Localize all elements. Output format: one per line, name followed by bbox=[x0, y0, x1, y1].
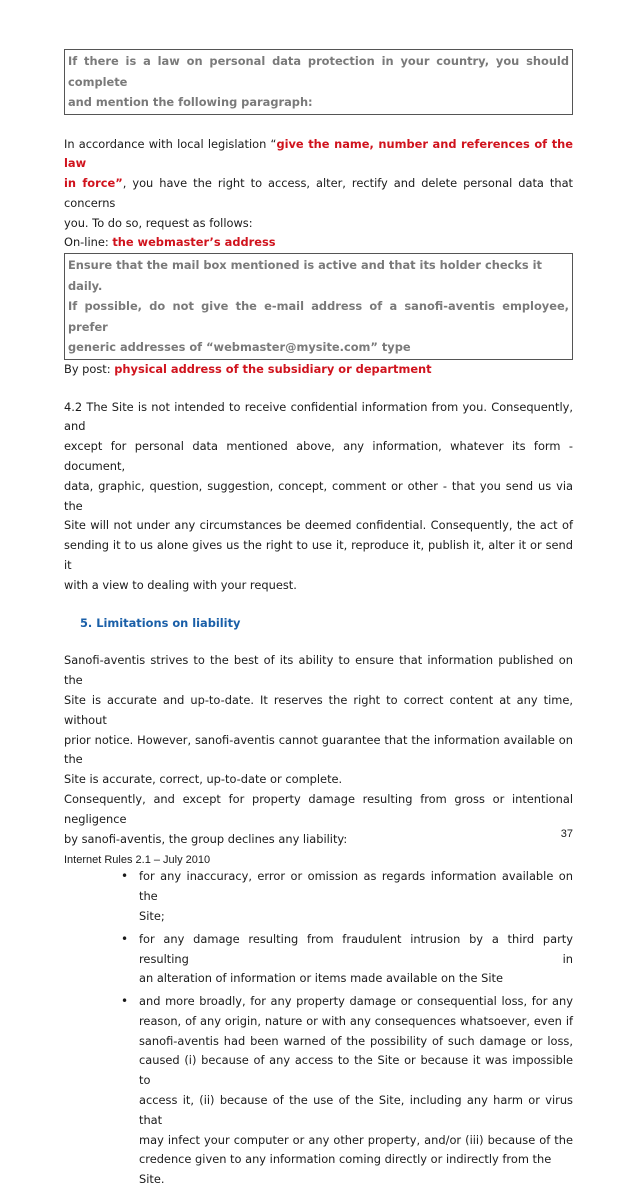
list-item bbox=[64, 867, 573, 926]
text-line: sanofi-aventis had been warned of the possibility of such damage or loss, bbox=[139, 1033, 573, 1048]
note-line: Ensure that the mail box mentioned is active and that its holder checks it daily. bbox=[68, 258, 542, 293]
online-label: On-line: bbox=[64, 235, 113, 250]
paragraph-consequently bbox=[64, 790, 573, 849]
liability-bullet-list bbox=[64, 867, 573, 1190]
text-line: for any inaccuracy, error or omission as regards information available on the bbox=[139, 869, 573, 904]
paragraph-4-2 bbox=[64, 398, 573, 596]
text-line: access it, (ii) because of the use of the Site, including any harm or virus that bbox=[139, 1093, 573, 1127]
online-line bbox=[64, 233, 573, 253]
note-line: and mention the following paragraph: bbox=[68, 95, 313, 109]
text-line: may infect your computer or any other property, and/or (iii) because of the bbox=[139, 1132, 573, 1147]
placeholder-webmaster-address: the webmaster’s address bbox=[112, 235, 276, 250]
text-line: for any damage resulting from fraudulent intrusion by a third party resulting in bbox=[139, 931, 573, 966]
post-line bbox=[64, 360, 573, 380]
placeholder-law-name: give the name, number and references of the law bbox=[64, 136, 573, 171]
page-footer: Internet Rules 2.1 – July 2010 bbox=[64, 854, 211, 866]
list-item bbox=[64, 992, 573, 1190]
text-line: caused (i) because of any access to the Site or because it was impossible to bbox=[139, 1053, 573, 1088]
text-line: prior notice. However, sanofi-aventis cannot guarantee that the information available on the bbox=[64, 732, 573, 767]
page-content bbox=[64, 49, 573, 1190]
text-run: , you have the right to access, alter, rectify and delete personal data that concerns bbox=[64, 176, 574, 210]
text-line: Site; bbox=[139, 908, 165, 923]
text-line: Site is accurate and up-to-date. It reserves the right to correct content at any time, without bbox=[64, 692, 573, 727]
text-line: with a view to dealing with your request. bbox=[64, 577, 297, 592]
text-line: 4.2 The Site is not intended to receive confidential information from you. Consequently, and bbox=[64, 399, 573, 434]
text-line: you. To do so, request as follows: bbox=[64, 215, 253, 230]
text-line bbox=[64, 135, 573, 175]
note-box-mailbox bbox=[64, 253, 573, 360]
note-box-law bbox=[64, 49, 573, 115]
bullet-icon: • bbox=[121, 931, 129, 946]
paragraph-local-legislation bbox=[64, 135, 573, 254]
placeholder-law-in-force: in force” bbox=[64, 176, 123, 191]
post-label: By post: bbox=[64, 361, 115, 376]
note-line: generic addresses of “webmaster@mysite.com” type bbox=[68, 340, 411, 355]
note-line: If there is a law on personal data protection in your country, you should complete bbox=[68, 54, 569, 89]
page-number: 37 bbox=[560, 828, 573, 840]
bullet-icon: • bbox=[121, 994, 129, 1009]
bullet-icon: • bbox=[121, 869, 129, 884]
text-line: Site will not under any circumstances be deemed confidential. Consequently, the act of bbox=[64, 518, 573, 533]
text-line: sending it to us alone gives us the right to use it, reproduce it, publish it, alter it or send it bbox=[64, 538, 573, 572]
text-line: by sanofi-aventis, the group declines any liability: bbox=[64, 831, 348, 846]
placeholder-physical-address: physical address of the subsidiary or department bbox=[114, 361, 432, 376]
text-line: data, graphic, question, suggestion, concept, comment or other - that you send us via the bbox=[64, 478, 573, 513]
text-line: credence given to any information coming directly or indirectly from the Site. bbox=[139, 1152, 552, 1187]
paragraph-liability bbox=[64, 651, 573, 790]
text-line: and more broadly, for any property damage or consequential loss, for any bbox=[139, 994, 573, 1009]
list-item bbox=[64, 930, 573, 989]
text-line: Sanofi-aventis strives to the best of its ability to ensure that information published on the bbox=[64, 653, 573, 688]
text-line: an alteration of information or items made available on the Site bbox=[139, 971, 504, 986]
text-line: reason, of any origin, nature or with any consequences whatsoever, even if bbox=[139, 1013, 573, 1028]
text-run: In accordance with local legislation “ bbox=[64, 136, 277, 151]
text-line: Consequently, and except for property damage resulting from gross or intentional negligence bbox=[64, 791, 573, 826]
section-heading-limitations: 5. Limitations on liability bbox=[80, 615, 241, 630]
text-line: Site is accurate, correct, up-to-date or complete. bbox=[64, 772, 343, 787]
text-line: except for personal data mentioned above, any information, whatever its form - document, bbox=[64, 439, 573, 473]
note-line: If possible, do not give the e-mail address of a sanofi-aventis employee, prefer bbox=[68, 299, 569, 334]
text-line bbox=[64, 174, 573, 214]
